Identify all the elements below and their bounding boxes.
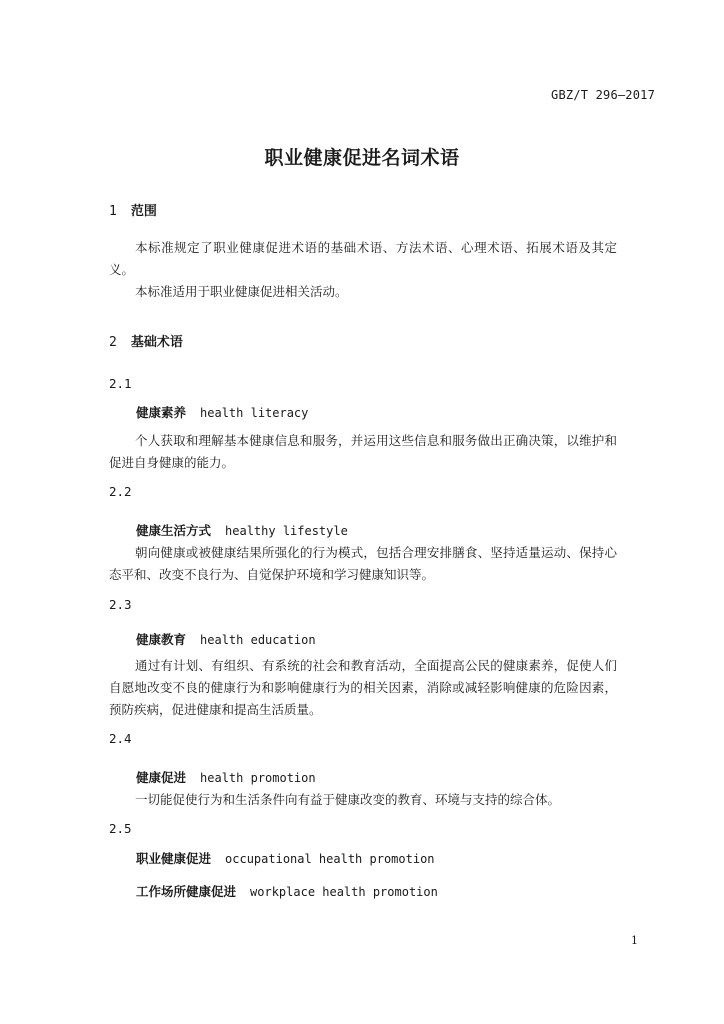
section-heading-basic-terms (109, 331, 183, 350)
term-entry (136, 849, 435, 867)
term-english: healthy lifestyle (225, 524, 348, 538)
clause-number: 2.5 (109, 821, 132, 836)
section-number: 2 (109, 335, 117, 350)
standard-code: GBZ/T 296—2017 (551, 88, 655, 102)
term-chinese: 健康教育 (136, 632, 187, 647)
scope-paragraph-1: 本标准规定了职业健康促进术语的基础术语、方法术语、心理术语、拓展术语及其定义。 (109, 240, 617, 277)
term-entry (136, 630, 316, 648)
term-entry (136, 403, 308, 421)
alt-term-chinese: 工作场所健康促进 (136, 884, 237, 899)
document-title: 职业健康促进名词术语 (264, 147, 460, 169)
term-entry (136, 768, 316, 786)
term-chinese: 健康促进 (136, 770, 187, 785)
clause-number: 2.2 (109, 484, 132, 499)
clause-number: 2.3 (109, 597, 132, 612)
term-definition: 朝向健康或被健康结果所强化的行为模式，包括合理安排膳食、坚持适量运动、保持心态平和、改变不良行为、自觉保护环境和学习健康知识等。 (109, 545, 617, 582)
section-title: 范围 (130, 204, 157, 219)
section-heading-scope (109, 200, 157, 219)
term-definition: 一切能促使行为和生活条件向有益于健康改变的教育、环境与支持的综合体。 (135, 792, 561, 807)
term-definition: 个人获取和理解基本健康信息和服务，并运用这些信息和服务做出正确决策，以维护和促进自身健康的能力。 (109, 433, 617, 470)
term-english: health promotion (200, 771, 316, 785)
term-entry (136, 521, 348, 539)
clause-number: 2.4 (109, 731, 132, 746)
alt-term-english: workplace health promotion (250, 885, 438, 899)
clause-number: 2.1 (109, 376, 132, 391)
scope-paragraph-2: 本标准适用于职业健康促进相关活动。 (135, 284, 348, 299)
term-chinese: 健康素养 (136, 405, 187, 420)
section-title: 基础术语 (130, 335, 183, 350)
section-number: 1 (109, 204, 117, 219)
term-english: health literacy (200, 406, 309, 420)
term-definition: 通过有计划、有组织、有系统的社会和教育活动，全面提高公民的健康素养，促使人们自愿地改变不良的健康行为和影响健康行为的相关因素，消除或减轻影响健康的危险因素，预防疾病，促进健康和提高生活质量。 (109, 658, 617, 717)
term-chinese: 职业健康促进 (136, 851, 212, 866)
alt-term-entry (136, 882, 438, 900)
term-english: health education (200, 633, 316, 647)
page-number: 1 (631, 934, 638, 947)
term-english: occupational health promotion (225, 852, 435, 866)
term-chinese: 健康生活方式 (136, 523, 212, 538)
